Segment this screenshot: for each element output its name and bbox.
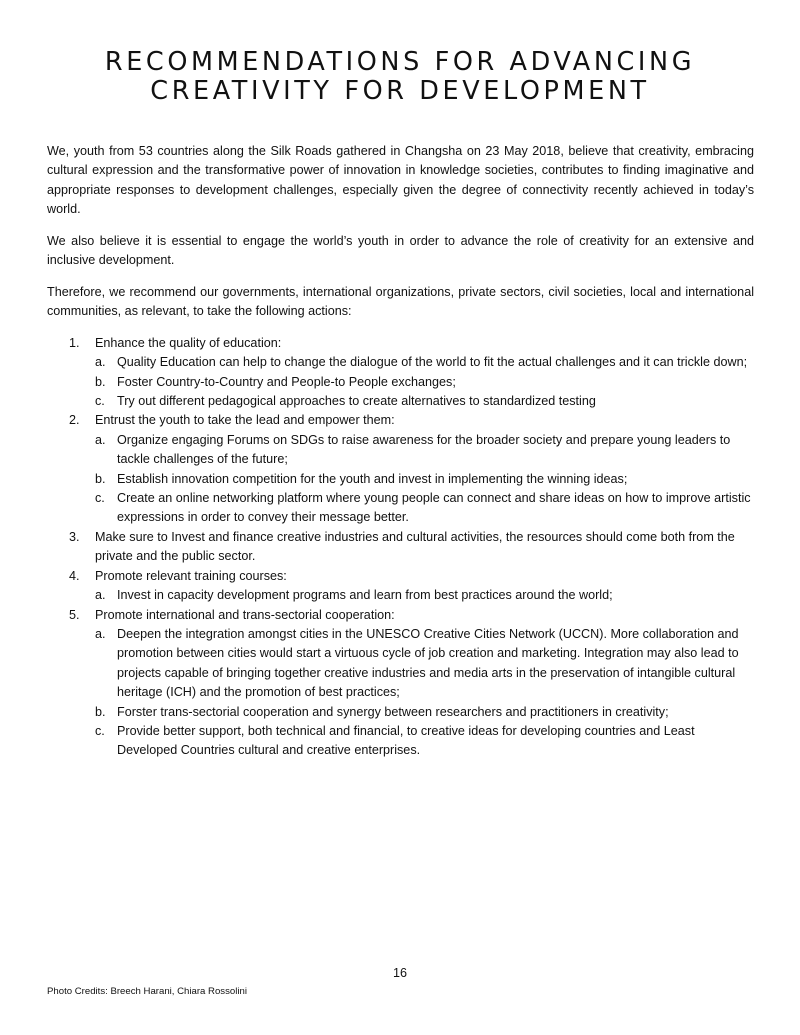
photo-credits: Photo Credits: Breech Harani, Chiara Rossolini [47, 986, 247, 997]
sub-item-text: Deepen the integration amongst cities in the UNESCO Creative Cities Network (UCCN). More collaboration and promotion between cities would start a virtuous cycle of job creation and marketing. Integration may also lead to projects capable of bringing together creative industries and media arts in the preservation of intangible cultural heritage (ICH) and the promotion of best practices; [117, 626, 739, 700]
title-line-1: RECOMMENDATIONS FOR ADVANCING [104, 47, 696, 77]
sub-recommendations-list [95, 353, 754, 411]
sub-item-text: Quality Education can help to change the dialogue of the world to fit the actual challenges and it can trickle down; [117, 355, 748, 370]
document-body [47, 142, 754, 761]
sub-item-letter: b. [95, 471, 106, 486]
sub-item-letter: b. [95, 704, 106, 719]
sub-item [95, 489, 754, 528]
sub-item-text: Establish innovation competition for the youth and invest in implementing the winning ideas; [117, 471, 628, 486]
recommendation-item [47, 567, 754, 606]
sub-item-text: Create an online networking platform where young people can connect and share ideas on how to improve artistic expressions in order to convey their message better. [117, 491, 751, 525]
recommendation-item [47, 411, 754, 527]
sub-item-letter: c. [95, 723, 105, 738]
item-text: Make sure to Invest and finance creative industries and cultural activities, the resources should come both from the private and the public sector. [95, 529, 735, 564]
sub-item-text: Forster trans-sectorial cooperation and synergy between researchers and practitioners in creativity; [117, 704, 669, 719]
item-text: Promote international and trans-sectorial cooperation: [95, 607, 395, 622]
title-line-2: CREATIVITY FOR DEVELOPMENT [150, 76, 650, 106]
page-title [0, 48, 800, 106]
sub-item-letter: a. [95, 588, 106, 603]
item-text: Promote relevant training courses: [95, 568, 287, 583]
recommendation-item [47, 334, 754, 412]
item-text: Enhance the quality of education: [95, 335, 282, 350]
sub-item-text: Provide better support, both technical and financial, to creative ideas for developing countries and Least Developed Countries cultural and creative enterprises. [117, 723, 695, 758]
sub-item [95, 625, 754, 703]
belief-paragraph: We also believe it is essential to engage the world’s youth in order to advance the role of creativity for an extensive and inclusive development. [47, 233, 754, 268]
sub-item [95, 586, 754, 605]
sub-item-letter: a. [95, 432, 106, 447]
sub-item [95, 353, 754, 372]
sub-item-text: Foster Country-to-Country and People-to People exchanges; [117, 374, 456, 389]
sub-item [95, 703, 754, 722]
sub-recommendations-list [95, 586, 754, 605]
sub-recommendations-list [95, 625, 754, 761]
item-number: 1. [69, 335, 80, 350]
sub-item-letter: b. [95, 374, 106, 389]
sub-item [95, 392, 754, 411]
recommendations-list [47, 334, 754, 761]
sub-item [95, 722, 754, 761]
item-number: 3. [69, 529, 80, 544]
sub-item-letter: c. [95, 491, 105, 506]
sub-item-letter: a. [95, 355, 106, 370]
item-text: Entrust the youth to take the lead and empower them: [95, 413, 395, 428]
sub-recommendations-list [95, 431, 754, 528]
intro-paragraph: We, youth from 53 countries along the Silk Roads gathered in Changsha on 23 May 2018, believe that creativity, embracing cultural expression and the transformative power of innovation in knowledge societies, contributes to finding imaginative and appropriate responses to development challenges, especially given the degree of connectivity recently achieved in today’s world. [47, 144, 754, 217]
sub-item-letter: a. [95, 626, 106, 641]
recommendation-item [47, 528, 754, 567]
sub-item [95, 431, 754, 470]
sub-item-text: Organize engaging Forums on SDGs to raise awareness for the broader society and prepare young leaders to tackle challenges of the future; [117, 432, 731, 467]
sub-item [95, 470, 754, 489]
recommendation-item [47, 606, 754, 761]
item-number: 4. [69, 568, 80, 583]
sub-item-letter: c. [95, 394, 105, 409]
item-number: 2. [69, 413, 80, 428]
sub-item-text: Try out different pedagogical approaches to create alternatives to standardized testing [117, 394, 596, 409]
sub-item-text: Invest in capacity development programs and learn from best practices around the world; [117, 588, 613, 603]
page-number: 16 [392, 966, 407, 980]
sub-item [95, 373, 754, 392]
call-to-action-paragraph: Therefore, we recommend our governments, international organizations, private sectors, civil societies, local and international communities, as relevant, to take the following actions: [47, 284, 754, 319]
item-number: 5. [69, 607, 80, 622]
